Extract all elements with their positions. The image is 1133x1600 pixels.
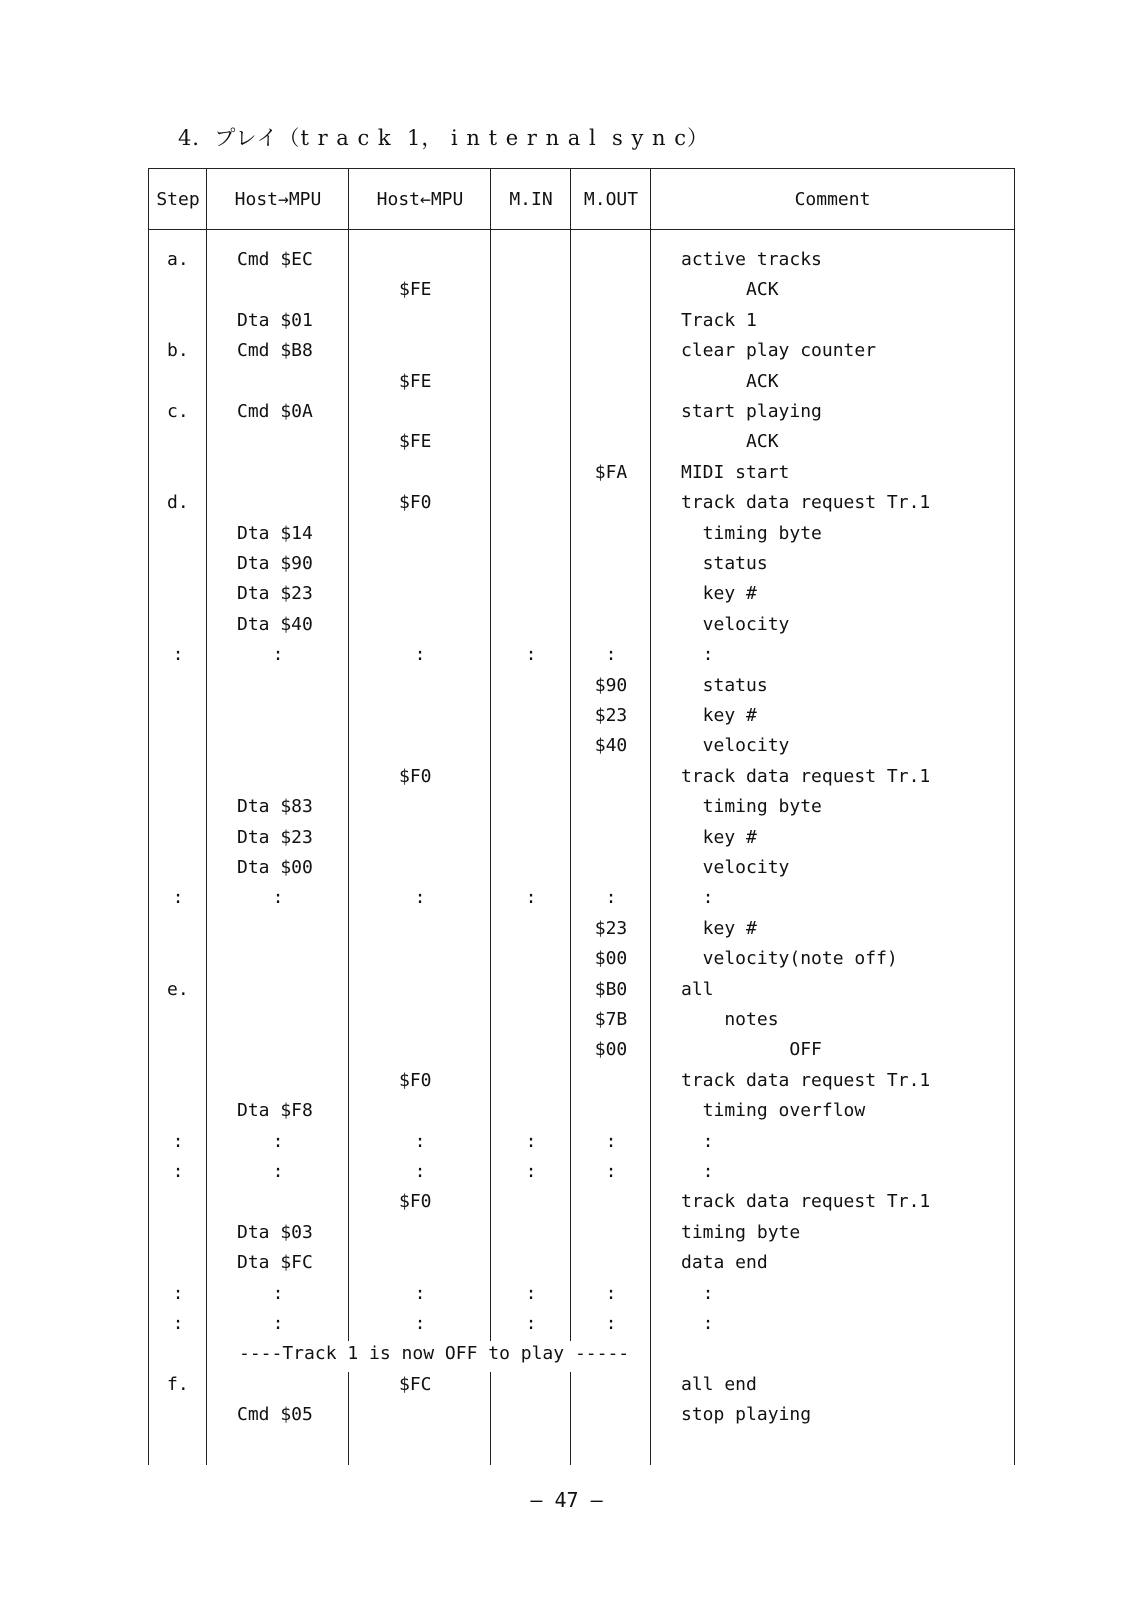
cell-comment: timing byte — [681, 1221, 801, 1243]
cell-step: : — [172, 1282, 184, 1304]
cell-host-to-mpu: : — [272, 887, 284, 909]
cell-step: a. — [167, 249, 189, 270]
cell-comment: all end — [681, 1373, 757, 1395]
cell-host-from-mpu: : — [414, 1161, 426, 1182]
cell-comment: timing byte — [681, 522, 822, 544]
cell-midi-in: : — [525, 1130, 537, 1152]
cell-comment: stop playing — [681, 1404, 812, 1426]
cell-step: : — [172, 1130, 184, 1152]
header-host-from-mpu: Host←MPU — [376, 188, 464, 210]
header-comment: Comment — [794, 188, 871, 210]
cell-host-to-mpu: Dta $23 — [237, 826, 313, 848]
cell-midi-out: : — [605, 887, 617, 909]
cell-host-to-mpu: : — [272, 1130, 284, 1152]
cell-comment: all — [681, 978, 714, 1000]
cell-comment: velocity — [681, 613, 790, 635]
cell-host-to-mpu: Cmd $B8 — [237, 340, 313, 362]
column-divider — [490, 169, 491, 1465]
cell-host-to-mpu: : — [272, 1282, 284, 1304]
cell-comment: Track 1 — [681, 309, 757, 331]
cell-midi-in: : — [525, 1313, 537, 1334]
cell-midi-out: $23 — [594, 917, 628, 939]
cell-comment: velocity — [681, 857, 790, 878]
cell-host-to-mpu: Dta $03 — [237, 1221, 313, 1243]
cell-step: : — [172, 887, 184, 909]
cell-comment: status — [681, 674, 768, 696]
cell-comment: timing overflow — [681, 1100, 866, 1122]
cell-comment: timing byte — [681, 796, 822, 818]
cell-host-from-mpu: : — [414, 1130, 426, 1152]
cell-step: d. — [167, 492, 189, 514]
cell-host-to-mpu: Dta $01 — [237, 309, 313, 331]
cell-host-from-mpu: $F0 — [399, 492, 432, 514]
cell-host-from-mpu: $FE — [399, 279, 432, 301]
cell-comment: key # — [681, 917, 757, 939]
cell-comment: MIDI start — [681, 461, 790, 483]
cell-step: c. — [167, 401, 189, 422]
cell-midi-out: $00 — [594, 1039, 628, 1061]
section-title: 4．プレイ（t r a c k 1， i n t e r n a l s y n c） — [178, 126, 709, 150]
cell-comment: ACK — [681, 279, 779, 301]
cell-midi-in: : — [525, 1282, 537, 1304]
cell-host-from-mpu: $F0 — [399, 765, 432, 787]
cell-comment: : — [681, 644, 714, 666]
cell-host-from-mpu: $F0 — [399, 1069, 432, 1091]
cell-midi-out: $B0 — [594, 978, 628, 1000]
cell-comment: track data request Tr.1 — [681, 1069, 931, 1091]
cell-host-to-mpu: : — [272, 1161, 284, 1182]
cell-host-to-mpu: Dta $FC — [237, 1252, 313, 1274]
cell-comment: : — [681, 1130, 714, 1152]
cell-host-from-mpu: : — [414, 1282, 426, 1304]
cell-host-from-mpu: : — [414, 1313, 426, 1334]
cell-comment: : — [681, 887, 714, 909]
cell-midi-out: $90 — [594, 674, 628, 696]
cell-comment: data end — [681, 1252, 768, 1274]
cell-host-to-mpu: Cmd $EC — [237, 249, 313, 270]
header-midi-in: M.IN — [509, 188, 553, 210]
cell-host-to-mpu: Dta $14 — [237, 522, 313, 544]
cell-comment: status — [681, 553, 768, 574]
cell-step: : — [172, 644, 184, 666]
cell-comment: notes — [681, 1009, 779, 1030]
cell-comment: : — [681, 1161, 714, 1182]
cell-midi-in: : — [525, 887, 537, 909]
cell-comment: : — [681, 1313, 714, 1334]
cell-midi-out: : — [605, 1282, 617, 1304]
cell-midi-out: : — [605, 1313, 617, 1334]
cell-midi-out: $FA — [594, 461, 628, 483]
cell-step: b. — [167, 340, 189, 362]
cell-midi-out: : — [605, 1161, 617, 1182]
cell-comment: key # — [681, 826, 757, 848]
cell-host-from-mpu: $F0 — [399, 1191, 432, 1213]
header-midi-out: M.OUT — [583, 188, 639, 210]
header-divider — [149, 229, 1014, 230]
cell-comment: active tracks — [681, 249, 822, 270]
cell-midi-out: $7B — [594, 1009, 628, 1030]
cell-host-from-mpu: $FE — [399, 370, 432, 392]
cell-host-to-mpu: Dta $40 — [237, 613, 313, 635]
cell-host-to-mpu: Dta $83 — [237, 796, 313, 818]
cell-host-to-mpu: Dta $90 — [237, 553, 313, 574]
cell-midi-out: : — [605, 644, 617, 666]
page-number: ― 47 ― — [530, 1488, 603, 1512]
cell-step: f. — [167, 1373, 189, 1395]
cell-step: : — [172, 1161, 184, 1182]
cell-comment: track data request Tr.1 — [681, 765, 931, 787]
column-divider — [348, 169, 349, 1465]
cell-comment: : — [681, 1282, 714, 1304]
cell-comment: velocity(note off) — [681, 948, 898, 970]
header-host-to-mpu: Host→MPU — [234, 188, 322, 210]
protocol-table — [148, 168, 1015, 1465]
cell-comment: key # — [681, 583, 757, 605]
cell-host-to-mpu: : — [272, 644, 284, 666]
cell-comment: track data request Tr.1 — [681, 492, 931, 514]
cell-host-from-mpu: : — [414, 887, 426, 909]
cell-midi-in: : — [525, 1161, 537, 1182]
cell-midi-out: $23 — [594, 705, 628, 726]
cell-comment: ACK — [681, 431, 779, 453]
cell-midi-out: $00 — [594, 948, 628, 970]
cell-comment: track data request Tr.1 — [681, 1191, 931, 1213]
cell-midi-out: $40 — [594, 735, 628, 757]
cell-midi-in: : — [525, 644, 537, 666]
cell-comment: key # — [681, 705, 757, 726]
cell-host-to-mpu: Dta $F8 — [237, 1100, 313, 1122]
cell-step: e. — [167, 978, 189, 1000]
cell-host-from-mpu: $FC — [399, 1373, 432, 1395]
cell-comment: OFF — [681, 1039, 822, 1061]
cell-midi-out: : — [605, 1130, 617, 1152]
cell-step: : — [172, 1313, 184, 1334]
cell-comment: clear play counter — [681, 340, 877, 362]
cell-host-from-mpu: : — [414, 644, 426, 666]
column-divider — [650, 169, 651, 1465]
cell-host-to-mpu: Cmd $05 — [237, 1404, 313, 1426]
cell-comment: start playing — [681, 401, 822, 422]
track-off-banner: ----Track 1 is now OFF to play ----- — [239, 1343, 630, 1365]
cell-host-from-mpu: $FE — [399, 431, 432, 453]
cell-host-to-mpu: Dta $00 — [237, 857, 313, 878]
column-divider — [570, 169, 571, 1465]
cell-comment: velocity — [681, 735, 790, 757]
cell-host-to-mpu: Dta $23 — [237, 583, 313, 605]
column-divider — [206, 169, 207, 1465]
header-step: Step — [156, 188, 200, 210]
cell-host-to-mpu: Cmd $0A — [237, 401, 313, 422]
cell-comment: ACK — [681, 370, 779, 392]
cell-host-to-mpu: : — [272, 1313, 284, 1334]
